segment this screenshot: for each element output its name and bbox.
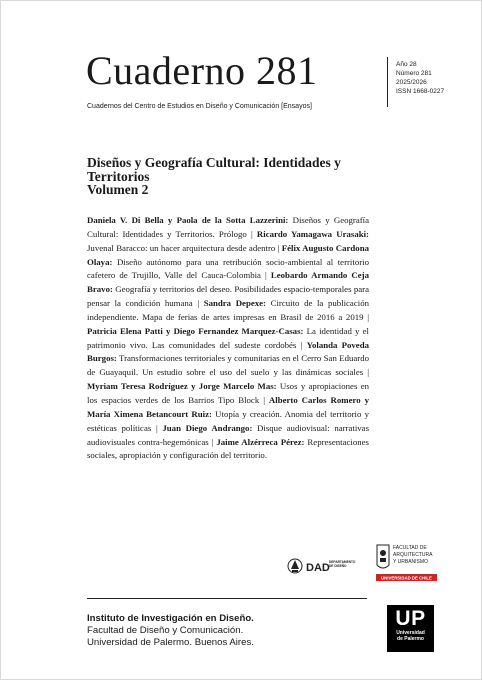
- volume-number: Volumen 2: [87, 182, 149, 197]
- issue-year: Año 28: [396, 61, 417, 68]
- university-name: Universidad de Palermo. Buenos Aires.: [87, 637, 254, 648]
- toc-separator: |: [192, 298, 204, 309]
- toc-separator: |: [275, 242, 282, 253]
- up-sub-2: de Palermo: [397, 636, 424, 642]
- fau-line-2: ARQUITECTURA: [393, 552, 433, 558]
- toc-authors: Sandra Depexe:: [203, 298, 266, 309]
- toc-authors: Yolanda Poveda Burgos:: [87, 339, 369, 364]
- toc-authors: Patricia Elena Patti y Diego Fernandez Marquez-Casas:: [87, 325, 304, 336]
- toc-title: La identidad y el patrimonio vivo. Las comunidades del sudeste cordobés: [87, 325, 369, 350]
- toc-authors: Alberto Carlos Romero y María Ximena Betancourt Ruiz:: [87, 394, 370, 419]
- fau-line-3: Y URBANISMO: [393, 559, 428, 565]
- journal-subtitle: Cuadernos del Centro de Estudios en Diseño y Comunicación [Ensayos]: [87, 103, 312, 110]
- up-letters: UP: [395, 607, 426, 630]
- toc-title: Diseños y Geografía Cultural: Identidades y Territorios. Prólogo: [87, 215, 370, 239]
- toc-title: Geografía y territorios del deseo. Posibilidades espacio-temporales para pensar la condición humana: [87, 284, 369, 309]
- dad-text: DEPARTAMENTO DE DISEÑO: [329, 560, 356, 568]
- toc-separator: |: [208, 436, 217, 447]
- masthead-divider: [387, 57, 388, 107]
- toc-separator: |: [259, 394, 269, 405]
- toc-title: Circuito de la publicación independiente. Mapa de ferias de artes impresas en Brasil de 2016 a 2019: [87, 298, 369, 322]
- issue-issn: ISSN 1668-0227: [396, 88, 445, 95]
- toc-authors: Daniela V. Di Bella y Paola de la Sotta Lazzerini:: [87, 215, 289, 225]
- toc-authors: Juan Diego Andrango:: [162, 422, 253, 433]
- volume-title: Diseños y Geografía Cultural: Identidades y Territorios: [87, 155, 341, 184]
- fau-band-text: UNIVERSIDAD DE CHILE: [381, 575, 432, 581]
- institute-block: [87, 613, 387, 649]
- toc-title: Representaciones sociales, apropiación y configuración del territorio.: [87, 436, 369, 461]
- toc-separator: |: [363, 367, 369, 378]
- toc-separator: |: [260, 270, 271, 281]
- volume-heading: [87, 156, 377, 197]
- crest-icon: [377, 545, 389, 568]
- toc-separator: |: [151, 422, 163, 433]
- fau-uchile-logo: [375, 541, 438, 585]
- up-logo: [387, 605, 434, 652]
- issue-info: [396, 60, 444, 96]
- journal-title: Cuaderno 281: [86, 48, 318, 93]
- toc-separator: |: [246, 228, 257, 239]
- table-of-contents: [87, 214, 369, 463]
- toc-authors: Jaime Alzérreca Pérez:: [216, 436, 305, 447]
- toc-authors: Félix Augusto Cardona Olaya:: [87, 242, 369, 267]
- dad-mark: DAD: [306, 562, 330, 574]
- institute-name: Instituto de Investigación en Diseño.: [87, 613, 254, 624]
- toc-title: Usos y apropiaciones en los espacios verdes de los Barrios Tipo Block: [87, 381, 369, 405]
- toc-title: Juvenal Baracco: un hacer arquitectura desde adentro: [87, 242, 276, 253]
- seal-icon: [288, 559, 302, 573]
- faculty-name: Facultad de Diseño y Comunicación.: [87, 625, 244, 636]
- toc-authors: Leobardo Armando Ceja Bravo:: [87, 270, 369, 295]
- toc-authors: Myriam Teresa Rodríguez y Jorge Marcelo Mas:: [87, 381, 277, 392]
- issue-number: Número 281: [396, 70, 432, 77]
- fau-line-1: FACULTAD DE: [393, 545, 427, 551]
- toc-separator: |: [296, 339, 307, 350]
- toc-title: Diseño autónomo para una retribución socio-ambiental al territorio cafetero de Trujillo, Valle del Cauca-Colombia: [87, 256, 369, 281]
- toc-title: Utopía y creación. Anomia del territorio y estéticas políticas: [87, 408, 369, 433]
- toc-title: Disque audiovisual: narrativas audiovisuales contra-hegemónicas: [87, 422, 369, 447]
- issue-period: 2025/2026: [396, 79, 427, 86]
- toc-title: Transformaciones territoriales y comunitarias en el Cerro San Eduardo de Guayaquil. Un estudio sobre el uso del suelo y las dinámicas sociales: [87, 353, 369, 378]
- toc-authors: Ricardo Yamagawa Urasaki:: [256, 228, 369, 239]
- up-sub-1: Universidad: [396, 630, 425, 636]
- toc-separator: |: [363, 311, 369, 322]
- dad-department-logo: [286, 552, 356, 580]
- footer-divider: [87, 598, 367, 599]
